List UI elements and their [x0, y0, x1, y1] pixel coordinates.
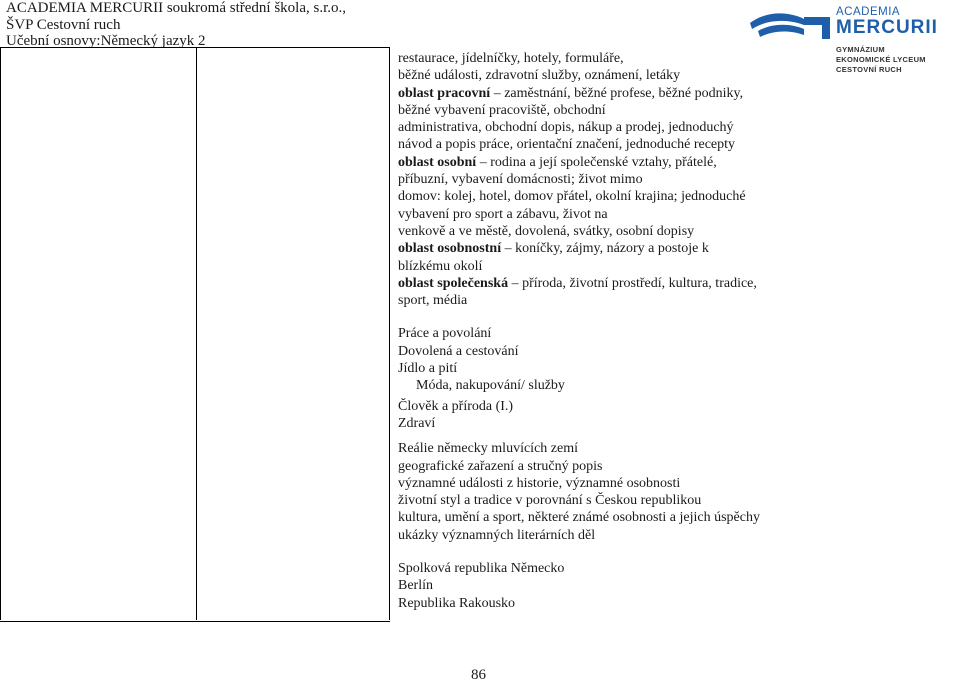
- text-line: vybavení pro sport a zábavu, život na: [398, 206, 608, 222]
- table-divider: [196, 47, 197, 620]
- text-line: běžné události, zdravotní služby, oznámení, letáky: [398, 68, 681, 84]
- topic-item: Dovolená a cestování: [398, 343, 519, 359]
- syllabus-title: Učební osnovy:Německý jazyk 2: [6, 33, 206, 49]
- text-line: příbuzní, vybavení domácnosti; život mimo: [398, 172, 643, 188]
- topic-item: Práce a povolání: [398, 326, 492, 342]
- logo-sub-line: EKONOMICKÉ LYCEUM: [836, 55, 926, 64]
- text-line: návod a popis práce, orientační značení, jednoduché recepty: [398, 137, 736, 153]
- school-logo: [748, 6, 948, 76]
- table-divider: [0, 47, 1, 620]
- topic-item: Člověk a příroda (I.): [398, 398, 514, 414]
- realia-item: Reálie německy mluvících zemí: [398, 441, 578, 457]
- realia-item: ukázky významných literárních děl: [398, 527, 596, 543]
- logo-text-small: ACADEMIA: [836, 6, 901, 18]
- area-text: – příroda, životní prostředí, kultura, tradice,: [508, 275, 757, 291]
- topic-item: Jídlo a pití: [398, 361, 458, 377]
- text-line: sport, média: [398, 293, 468, 309]
- syllabus-table-border: [0, 47, 390, 622]
- area-text: – koníčky, zájmy, názory a postoje k: [501, 241, 709, 257]
- text-line: blízkému okolí: [398, 258, 483, 274]
- text-line: venkově a ve městě, dovolená, svátky, osobní dopisy: [398, 223, 695, 239]
- text-line: [398, 85, 760, 102]
- text-line: běžné vybavení pracoviště, obchodní: [398, 102, 606, 118]
- realia-item: životní styl a tradice v porovnání s Českou republikou: [398, 493, 702, 509]
- area-text: – rodina a její společenské vztahy, přátelé,: [476, 154, 717, 170]
- topics-column: [398, 50, 760, 612]
- realia-item: významné události z historie, významné osobnosti: [398, 475, 681, 491]
- text-line: domov: kolej, hotel, domov přátel, okolní krajina; jednoduché: [398, 189, 746, 205]
- logo-sub-line: GYMNÁZIUM: [836, 45, 885, 54]
- area-heading: oblast osobnostní: [398, 241, 502, 257]
- country-item: Spolková republika Německo: [398, 561, 565, 577]
- document-header: [6, 0, 346, 50]
- text-line: [398, 240, 760, 257]
- wing-logo-icon: [748, 9, 832, 43]
- text-line: [398, 154, 760, 171]
- table-divider: [389, 47, 390, 620]
- text-line: restaurace, jídelníčky, hotely, formuláře,: [398, 51, 624, 66]
- program-name: ŠVP Cestovní ruch: [6, 16, 121, 33]
- topic-item: Móda, nakupování/ služby: [416, 378, 565, 394]
- text-line: administrativa, obchodní dopis, nákup a prodej, jednoduchý: [398, 120, 734, 136]
- page-number: 86: [471, 667, 486, 683]
- school-name: ACADEMIA MERCURII soukromá střední škola, s.r.o.,: [6, 0, 346, 16]
- logo-subtitle: [836, 45, 926, 75]
- area-heading: oblast osobní: [398, 154, 477, 170]
- area-text: – zaměstnání, běžné profese, běžné podniky,: [490, 85, 744, 101]
- text-line: [398, 275, 760, 292]
- area-heading: oblast pracovní: [398, 85, 491, 101]
- country-item: Berlín: [398, 578, 433, 594]
- logo-text-big: MERCURII: [836, 17, 938, 38]
- realia-item: kultura, umění a sport, některé známé osobnosti a jejich úspěchy: [398, 510, 760, 526]
- realia-item: geografické zařazení a stručný popis: [398, 458, 603, 474]
- area-heading: oblast společenská: [398, 275, 509, 291]
- topic-item: Zdraví: [398, 415, 436, 431]
- country-item: Republika Rakousko: [398, 595, 516, 611]
- logo-sub-line: CESTOVNÍ RUCH: [836, 65, 902, 74]
